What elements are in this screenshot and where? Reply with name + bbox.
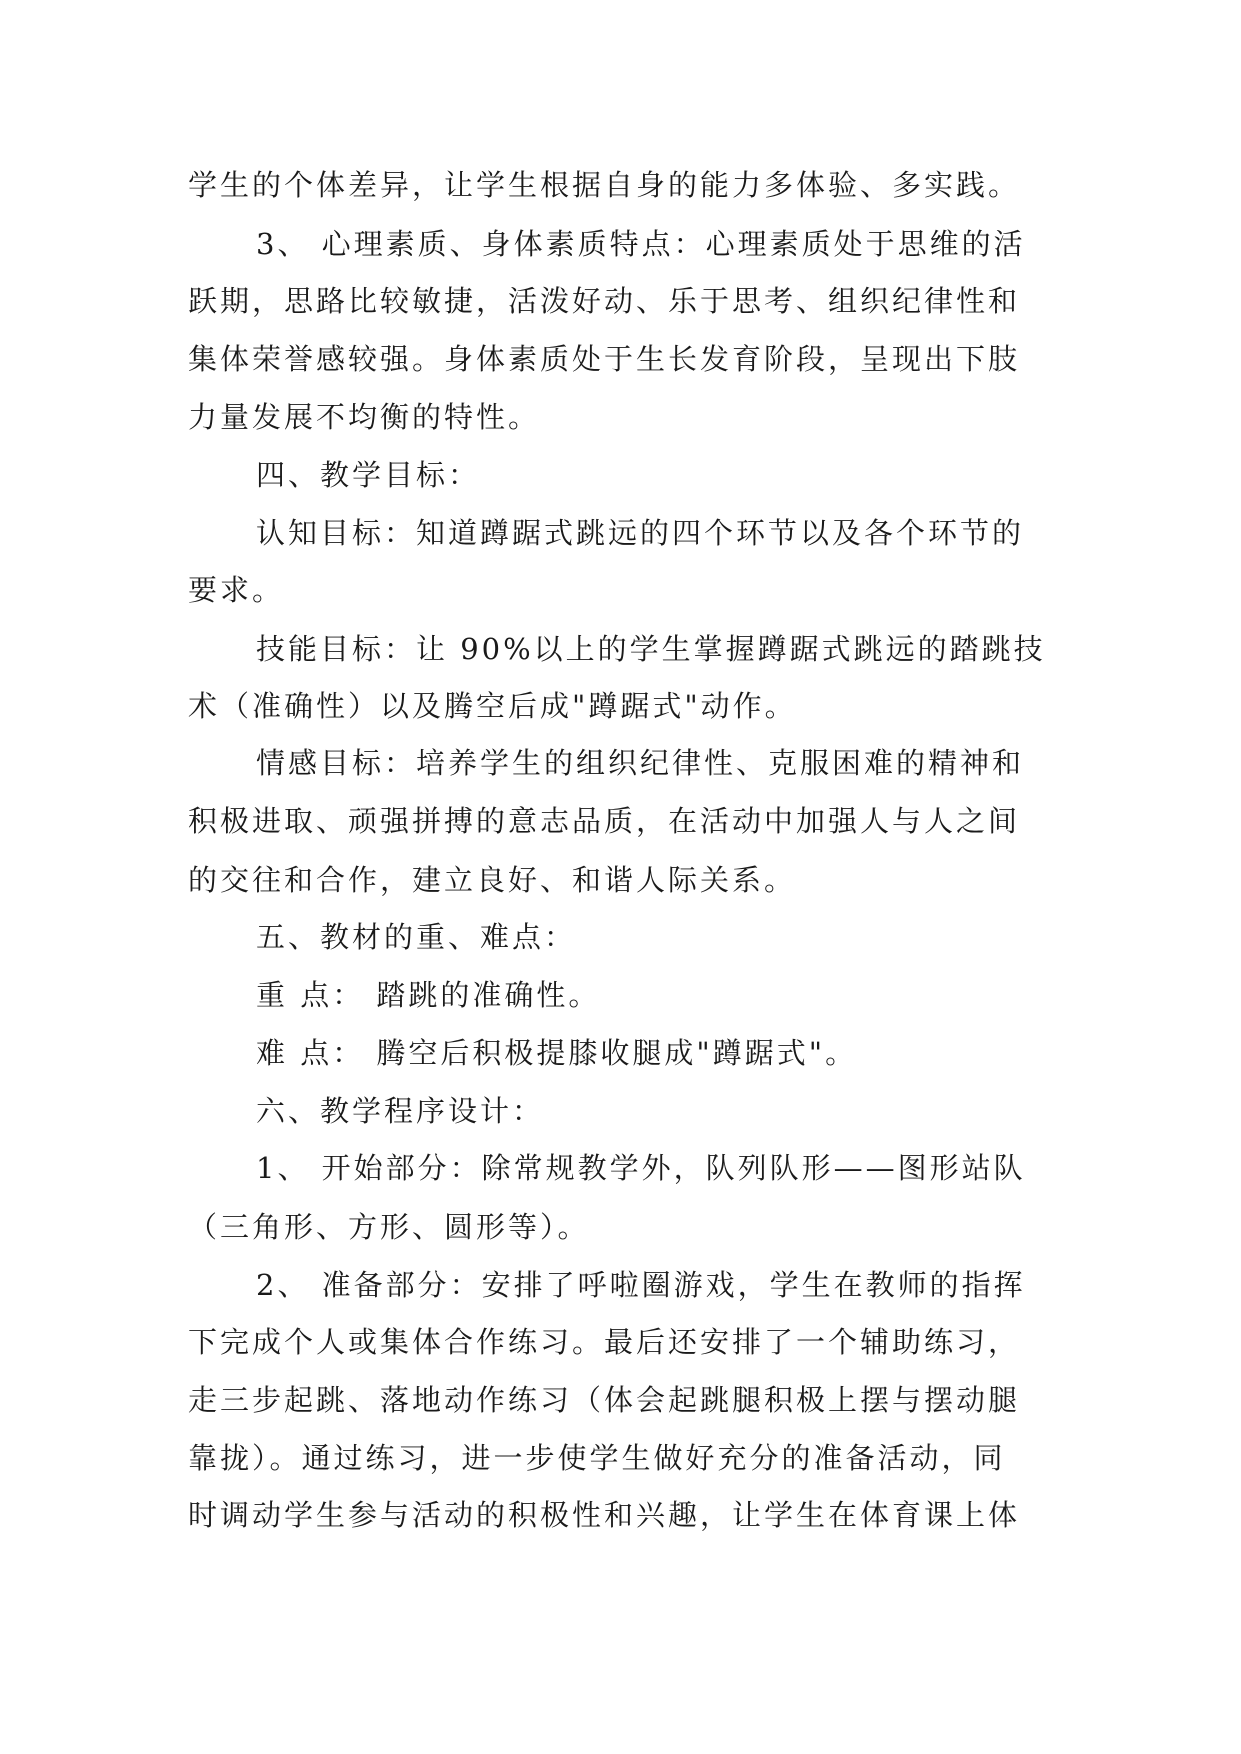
- text-line: 技能目标：让 90%以上的学生掌握蹲踞式跳远的踏跳技: [256, 632, 1046, 666]
- text-line: 靠拢）。通过练习，进一步使学生做好充分的准备活动，同: [188, 1441, 1006, 1475]
- text-line: 跃期，思路比较敏捷，活泼好动、乐于思考、组织纪律性和: [188, 284, 1021, 318]
- text-line: 集体荣誉感较强。身体素质处于生长发育阶段，呈现出下肢: [188, 342, 1021, 376]
- text-line: 情感目标：培养学生的组织纪律性、克服困难的精神和: [256, 746, 1025, 780]
- text-line: （三角形、方形、圆形等）。: [188, 1210, 590, 1244]
- text-line: 2、 准备部分：安排了呼啦圈游戏，学生在教师的指挥: [256, 1268, 1026, 1302]
- text-line: 积极进取、顽强拼搏的意志品质，在活动中加强人与人之间: [188, 804, 1021, 838]
- text-line: 难 点： 腾空后积极提膝收腿成"蹲踞式"。: [256, 1036, 858, 1070]
- text-line: 术（准确性）以及腾空后成"蹲踞式"动作。: [188, 689, 797, 723]
- text-line: 学生的个体差异，让学生根据自身的能力多体验、多实践。: [188, 168, 1021, 202]
- text-line: 1、 开始部分：除常规教学外，队列队形——图形站队: [256, 1151, 1026, 1185]
- section-heading: 四、教学目标：: [256, 458, 481, 492]
- text-line: 的交往和合作，建立良好、和谐人际关系。: [188, 863, 797, 897]
- text-line: 下完成个人或集体合作练习。最后还安排了一个辅助练习，: [188, 1325, 1021, 1359]
- text-line: 认知目标：知道蹲踞式跳远的四个环节以及各个环节的: [256, 516, 1025, 550]
- text-line: 要求。: [188, 573, 285, 607]
- section-heading: 六、教学程序设计：: [256, 1094, 545, 1128]
- text-line: 走三步起跳、落地动作练习（体会起跳腿积极上摆与摆动腿: [188, 1383, 1021, 1417]
- text-line: 重 点： 踏跳的准确性。: [256, 978, 601, 1012]
- section-heading: 五、教材的重、难点：: [256, 920, 577, 954]
- text-line: 力量发展不均衡的特性。: [188, 400, 541, 434]
- text-line: 3、 心理素质、身体素质特点：心理素质处于思维的活: [256, 227, 1026, 261]
- text-line: 时调动学生参与活动的积极性和兴趣，让学生在体育课上体: [188, 1498, 1021, 1532]
